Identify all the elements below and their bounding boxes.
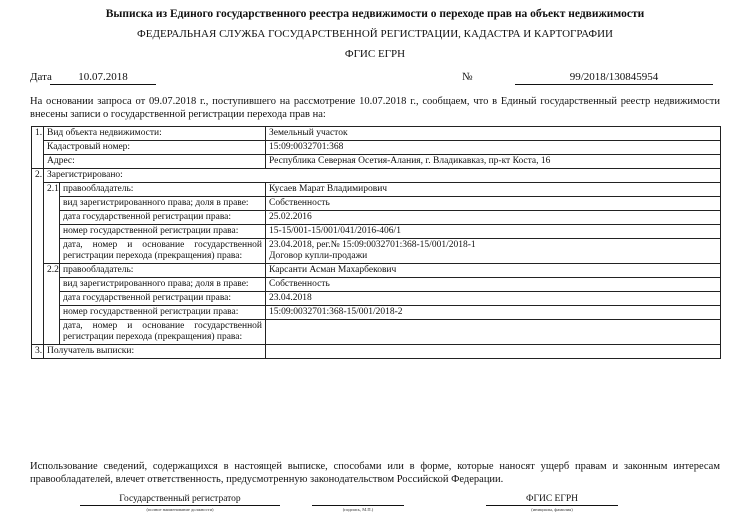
registration-date-label: дата государственной регистрации права: [60, 292, 266, 306]
registration-date-value: 23.04.2018 [266, 292, 721, 306]
name-caption: (инициалы, фамилия) [531, 507, 573, 512]
holder-label: правообладатель: [60, 183, 266, 197]
right-type-label: вид зарегистрированного права; доля в праве: [60, 278, 266, 292]
right-type-value: Собственность [266, 197, 721, 211]
section-number: 3. [32, 345, 44, 359]
table-row [32, 278, 721, 292]
table-row [32, 169, 721, 183]
table-row [32, 320, 721, 345]
object-type-value: Земельный участок [266, 127, 721, 141]
usage-notice: Использование сведений, содержащихся в настоящей выписке, способами или в форме, которые наносят ущерб правам и законным интересам правообладателей, влечет ответственность, предусмотренную законодательством Российской Федерации. [30, 461, 720, 485]
right-type-value: Собственность [266, 278, 721, 292]
date-label: Дата [30, 71, 52, 83]
table-row [32, 345, 721, 359]
recipient-label: Получатель выписки: [44, 345, 266, 359]
table-row [32, 211, 721, 225]
registration-number-label: номер государственной регистрации права: [60, 225, 266, 239]
signature-position [80, 494, 280, 513]
table-row [32, 239, 721, 264]
registration-number-value: 15:09:0032701:368-15/001/2018-2 [266, 306, 721, 320]
table-row [32, 183, 721, 197]
right-type-label: вид зарегистрированного права; доля в праве: [60, 197, 266, 211]
registrar-name: ФГИС ЕГРН [486, 494, 618, 506]
signature-caption: (подпись, М.П.) [342, 507, 374, 512]
table-row [32, 155, 721, 169]
registered-label: Зарегистрировано: [44, 169, 721, 183]
recipient-value [266, 345, 721, 359]
table-row [32, 264, 721, 278]
signature-line [312, 494, 404, 506]
address-label: Адрес: [44, 155, 266, 169]
subsection-number: 2.1 [44, 183, 60, 264]
registration-date-label: дата государственной регистрации права: [60, 211, 266, 225]
address-value: Республика Северная Осетия-Алания, г. Владикавказ, пр-кт Коста, 16 [266, 155, 721, 169]
document-title: Выписка из Единого государственного реестра недвижимости о переходе прав на объект недвижимости [105, 8, 645, 20]
transfer-basis-line: 23.04.2018, рег.№ 15:09:0032701:368-15/001/2018-1 [269, 240, 476, 250]
table-row [32, 197, 721, 211]
registration-number-value: 15-15/001-15/001/041/2016-406/1 [266, 225, 721, 239]
date-value: 10.07.2018 [50, 71, 156, 85]
table-row [32, 292, 721, 306]
system-name: ФГИС ЕГРН [344, 48, 406, 60]
transfer-basis-value [266, 239, 721, 264]
holder-label: правообладатель: [60, 264, 266, 278]
registration-date-value: 25.02.2016 [266, 211, 721, 225]
agency-name: ФЕДЕРАЛЬНАЯ СЛУЖБА ГОСУДАРСТВЕННОЙ РЕГИСТРАЦИИ, КАДАСТРА И КАРТОГРАФИИ [137, 28, 613, 40]
table-row [32, 225, 721, 239]
number-label: № [462, 71, 473, 83]
transfer-basis-line: Договор купли-продажи [269, 251, 368, 261]
section-number: 2. [32, 169, 44, 345]
object-type-label: Вид объекта недвижимости: [44, 127, 266, 141]
table-row [32, 141, 721, 155]
cadastral-number-label: Кадастровый номер: [44, 141, 266, 155]
signature-name [486, 494, 618, 513]
transfer-basis-label: дата, номер и основание государственной регистрации перехода (прекращения) права: [60, 239, 266, 264]
signature-sign [312, 494, 404, 513]
rights-transfer-table [31, 126, 721, 359]
number-value: 99/2018/130845954 [515, 71, 713, 85]
registrar-title: Государственный регистратор [80, 494, 280, 506]
registration-number-label: номер государственной регистрации права: [60, 306, 266, 320]
holder-value: Карсанти Асман Махарбекович [266, 264, 721, 278]
table-row [32, 306, 721, 320]
section-number: 1. [32, 127, 44, 169]
intro-paragraph: На основании запроса от 09.07.2018 г., поступившего на рассмотрение 10.07.2018 г., сообщаем, что в Единый государственный реестр недвижимости внесены записи о государственной регистрации перехода прав на: [30, 96, 720, 120]
subsection-number: 2.2 [44, 264, 60, 345]
position-caption: (полное наименование должности) [146, 507, 214, 512]
transfer-basis-label: дата, номер и основание государственной регистрации перехода (прекращения) права: [60, 320, 266, 345]
transfer-basis-value [266, 320, 721, 345]
cadastral-number-value: 15:09:0032701:368 [266, 141, 721, 155]
holder-value: Кусаев Марат Владимирович [266, 183, 721, 197]
table-row [32, 127, 721, 141]
